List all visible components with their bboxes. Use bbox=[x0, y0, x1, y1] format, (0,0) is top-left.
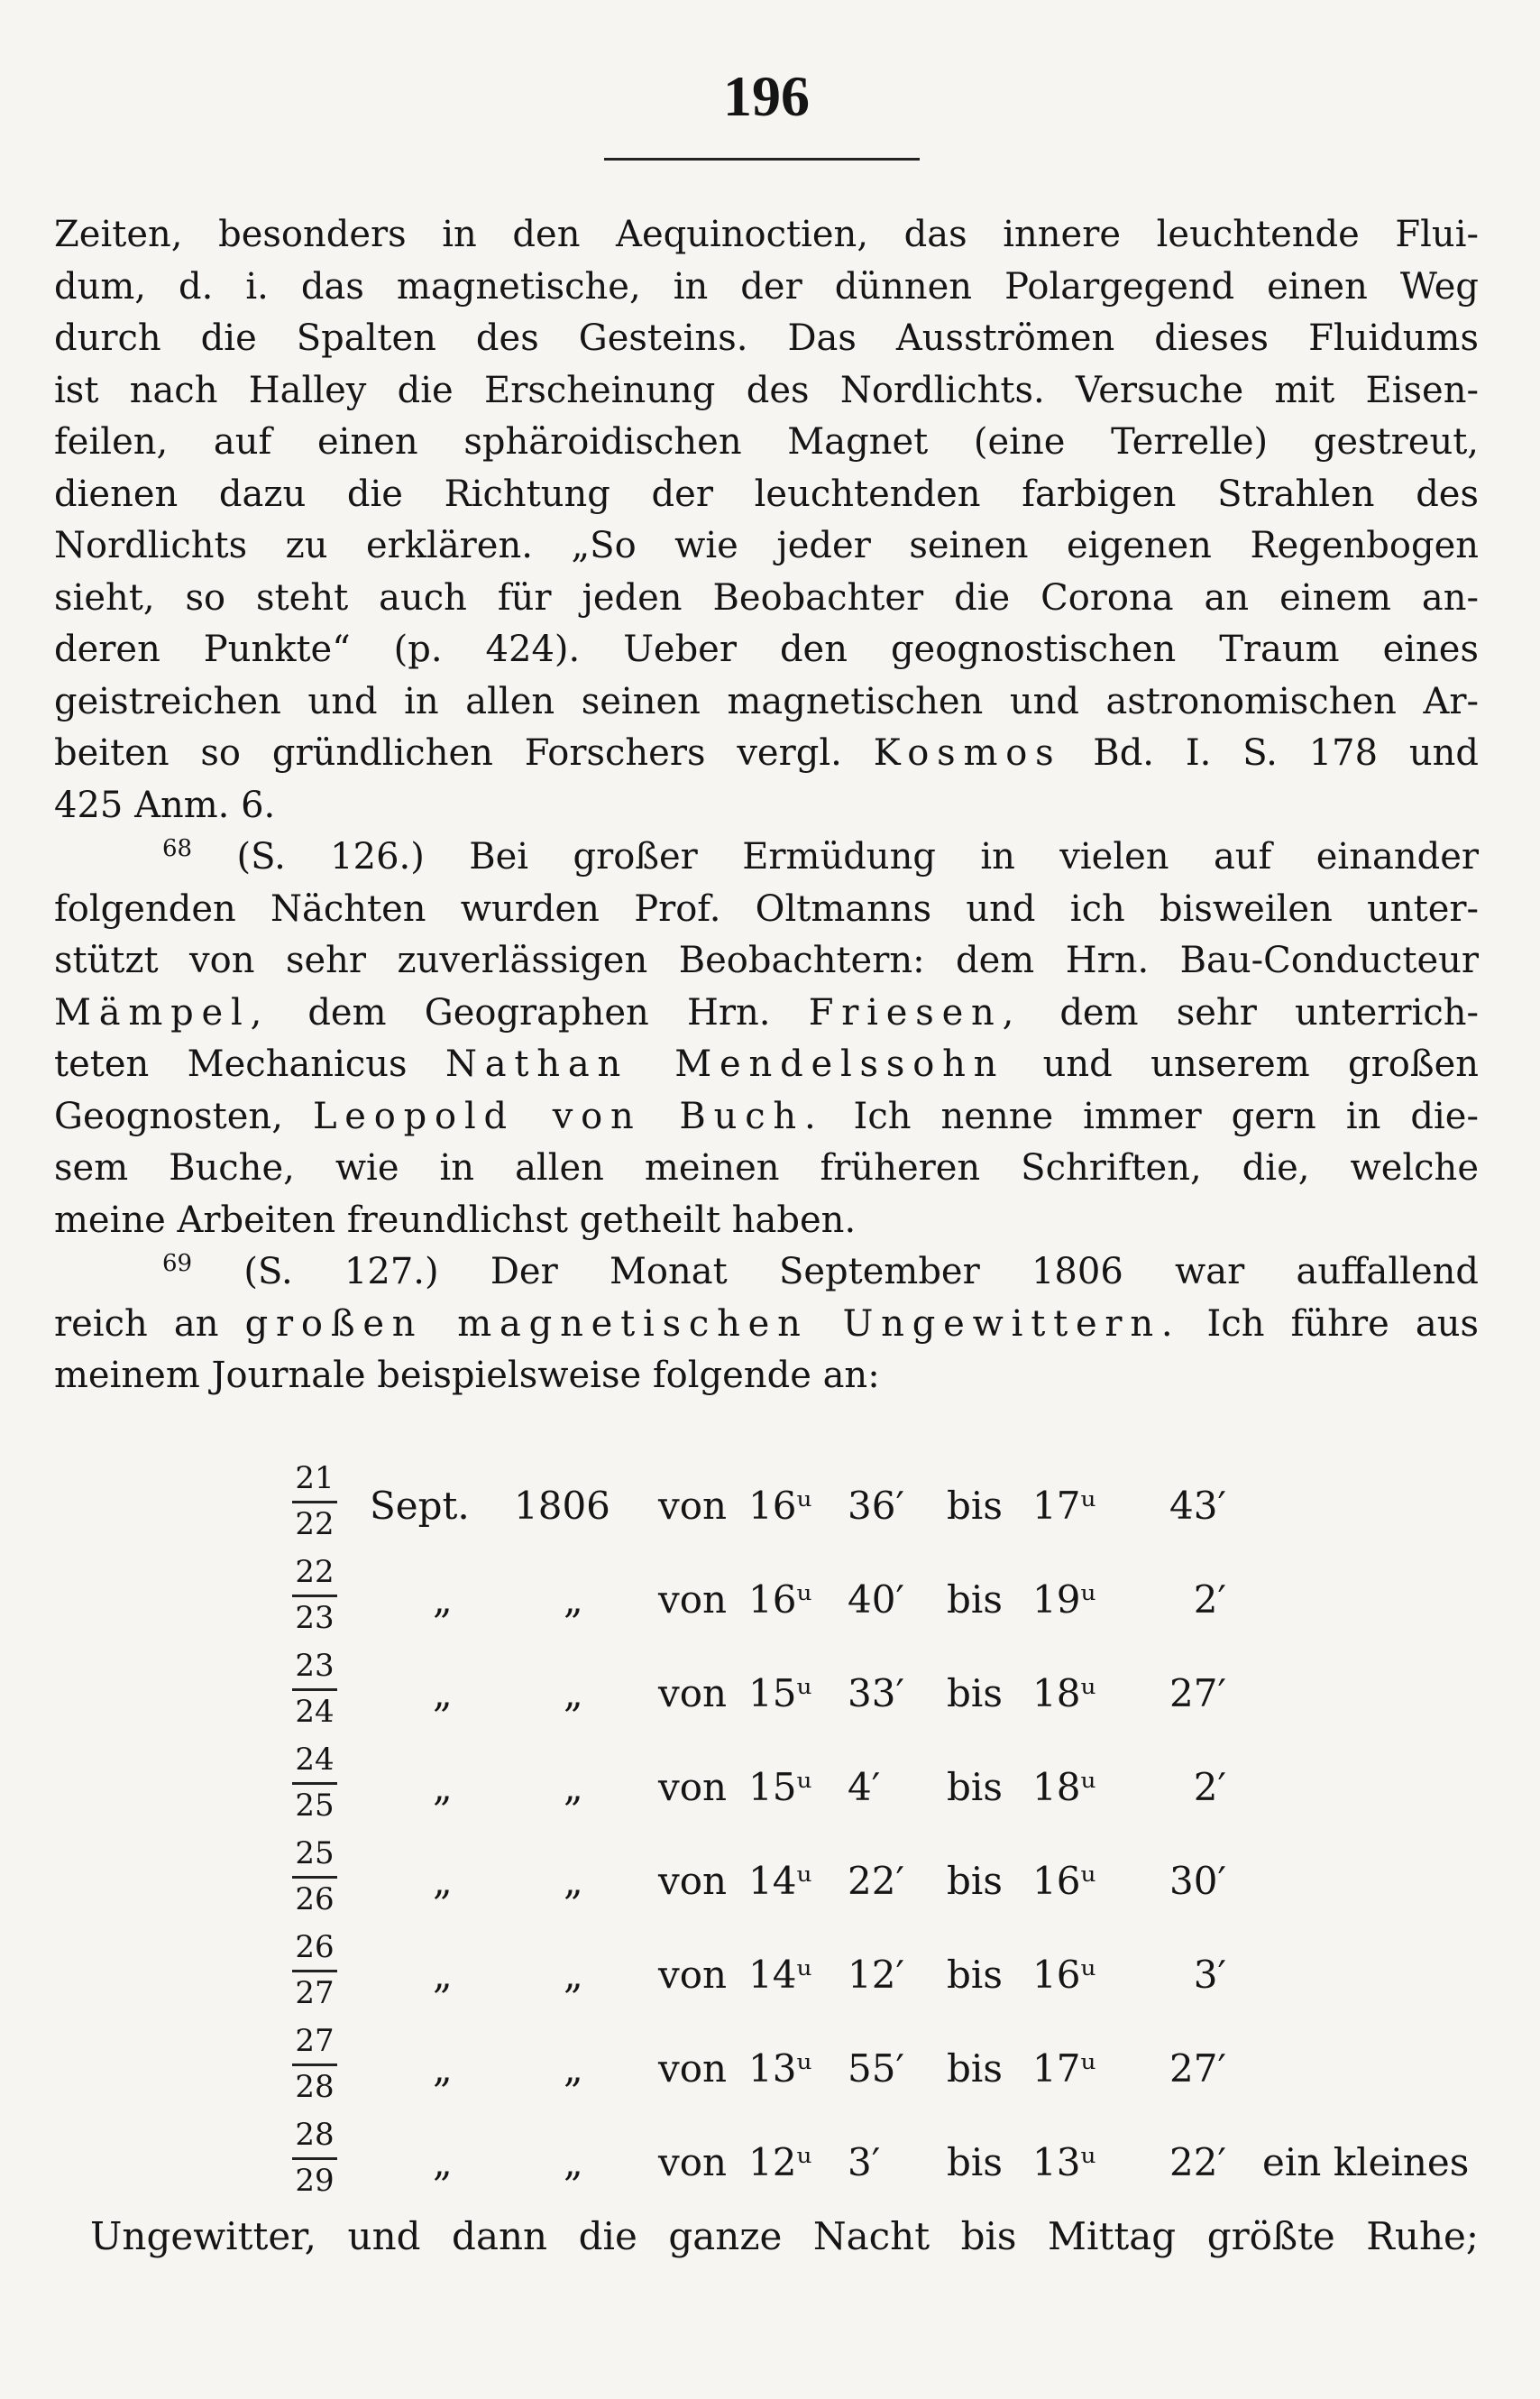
bis-cell: bis bbox=[947, 1484, 1003, 1528]
ditto-mark: „ bbox=[564, 1765, 583, 1809]
text-line: sieht, so steht auch für jeden Beobachter die Corona an einem an- bbox=[54, 576, 1479, 619]
text-line bbox=[54, 728, 1479, 780]
footnote-number: 69 bbox=[162, 1250, 193, 1277]
fraction-bar bbox=[292, 2157, 337, 2160]
start-minute: 4′ bbox=[848, 1765, 881, 1809]
ditto-mark: „ bbox=[433, 2140, 453, 2184]
end-hour: 18ᵘ bbox=[1032, 1671, 1096, 1715]
text-fragment: Geognosten, bbox=[54, 1095, 283, 1137]
end-hour: 16ᵘ bbox=[1032, 1859, 1096, 1903]
date-denominator: 28 bbox=[295, 2069, 335, 2105]
text-fragment: Bd. I. S. 178 und bbox=[1093, 732, 1480, 774]
text-fragment: (S. 126.) Bei großer Ermüdung in vielen auf einander bbox=[236, 836, 1479, 878]
end-hour: 16ᵘ bbox=[1032, 1953, 1096, 1997]
von-cell: von bbox=[658, 1484, 728, 1528]
von-cell: von bbox=[658, 2046, 728, 2091]
text-line: sem Buche, wie in allen meinen früheren Schriften, die, welche bbox=[54, 1147, 1479, 1189]
end-minute: 27′ bbox=[1169, 1671, 1226, 1715]
ditto-mark: „ bbox=[564, 1953, 583, 1997]
text-fragment: dem sehr unterrich- bbox=[1059, 991, 1479, 1034]
table-row bbox=[54, 1930, 1497, 2024]
date-numerator: 23 bbox=[295, 1648, 335, 1684]
date-numerator: 27 bbox=[295, 2023, 335, 2059]
text-fragment: reich an bbox=[54, 1302, 219, 1345]
date-denominator: 27 bbox=[295, 1975, 335, 2011]
start-minute: 33′ bbox=[848, 1671, 904, 1715]
bis-cell: bis bbox=[947, 1765, 1003, 1809]
text-fragment: Ich nenne immer gern in die- bbox=[853, 1095, 1479, 1137]
ditto-mark: „ bbox=[564, 1577, 583, 1622]
text-line: 425 Anm. 6. bbox=[54, 784, 276, 826]
table-row bbox=[54, 1836, 1497, 1930]
start-minute: 40′ bbox=[848, 1577, 904, 1622]
date-fraction bbox=[290, 1461, 339, 1543]
header-rule bbox=[604, 158, 920, 161]
start-hour: 12ᵘ bbox=[748, 2140, 812, 2184]
text-line: meinem Journale beispielsweise folgende an: bbox=[54, 1355, 880, 1396]
start-hour: 13ᵘ bbox=[748, 2046, 812, 2091]
start-minute: 36′ bbox=[848, 1484, 904, 1528]
date-denominator: 26 bbox=[295, 1881, 335, 1917]
ditto-mark: „ bbox=[433, 1671, 453, 1715]
bis-cell: bis bbox=[947, 1953, 1003, 1997]
text-line: feilen, auf einen sphäroidischen Magnet (eine Terrelle) gestreut, bbox=[54, 421, 1479, 463]
start-hour: 16ᵘ bbox=[748, 1577, 812, 1622]
end-minute: 2′ bbox=[1193, 1577, 1226, 1622]
ditto-mark: „ bbox=[433, 2046, 453, 2091]
fraction-bar bbox=[292, 2064, 337, 2066]
footnote-69-line bbox=[54, 1246, 1479, 1299]
bis-cell: bis bbox=[947, 2140, 1003, 2184]
table-row bbox=[54, 1461, 1497, 1555]
text-line: stützt von sehr zuverlässigen Beobachtern: dem Hrn. Bau-Conducteur bbox=[54, 940, 1479, 981]
text-line: ist nach Halley die Erscheinung des Nordlichts. Versuche mit Eisen- bbox=[54, 369, 1479, 411]
table-row bbox=[54, 2118, 1497, 2211]
name-maempel: Mämpel, bbox=[54, 991, 270, 1034]
start-minute: 12′ bbox=[848, 1953, 904, 1997]
text-line: meine Arbeiten freundlichst getheilt haben. bbox=[54, 1199, 857, 1241]
table-row bbox=[54, 2024, 1497, 2118]
start-hour: 16ᵘ bbox=[748, 1484, 812, 1528]
start-minute: 55′ bbox=[848, 2046, 904, 2091]
closing-line: Ungewitter, und dann die ganze Nacht bis Mittag größte Ruhe; bbox=[90, 2214, 1479, 2258]
text-fragment: beiten so gründlichen Forschers vergl. bbox=[54, 732, 842, 774]
von-cell: von bbox=[658, 1953, 728, 1997]
ditto-mark: „ bbox=[564, 1671, 583, 1715]
start-minute: 3′ bbox=[848, 2140, 881, 2184]
start-hour: 15ᵘ bbox=[748, 1671, 812, 1715]
name-friesen: Friesen, bbox=[808, 991, 1022, 1034]
von-cell: von bbox=[658, 1765, 728, 1809]
end-minute: 43′ bbox=[1169, 1484, 1226, 1528]
text-fragment: dem Geographen Hrn. bbox=[307, 991, 771, 1034]
text-line bbox=[54, 1299, 1479, 1351]
text-fragment: Ich führe aus bbox=[1206, 1302, 1480, 1345]
text-line: folgenden Nächten wurden Prof. Oltmanns und ich bisweilen unter- bbox=[54, 887, 1479, 930]
date-denominator: 23 bbox=[295, 1600, 335, 1636]
footnote-68-line bbox=[54, 832, 1479, 884]
end-hour: 19ᵘ bbox=[1032, 1577, 1096, 1622]
text-line bbox=[54, 1039, 1479, 1091]
date-denominator: 25 bbox=[295, 1788, 335, 1824]
end-minute: 27′ bbox=[1169, 2046, 1226, 2091]
page-number: 196 bbox=[723, 64, 810, 128]
text-line: Zeiten, besonders in den Aequinoctien, das innere leuchtende Flui- bbox=[54, 214, 1479, 255]
date-denominator: 22 bbox=[295, 1506, 335, 1542]
date-numerator: 28 bbox=[295, 2117, 335, 2153]
body-text bbox=[54, 209, 1479, 1402]
date-numerator: 26 bbox=[295, 1929, 335, 1965]
text-line bbox=[54, 1091, 1479, 1144]
name-nathan-mendelssohn: Nathan Mendelssohn bbox=[445, 1043, 1005, 1085]
fraction-bar bbox=[292, 1688, 337, 1691]
bis-cell: bis bbox=[947, 1671, 1003, 1715]
end-minute: 30′ bbox=[1169, 1859, 1226, 1903]
end-hour: 17ᵘ bbox=[1032, 2046, 1096, 2091]
fraction-bar bbox=[292, 1876, 337, 1879]
text-line: durch die Spalten des Gesteins. Das Ausströmen dieses Fluidums bbox=[54, 317, 1479, 359]
date-fraction bbox=[290, 1555, 339, 1637]
month-cell: Sept. bbox=[370, 1484, 470, 1528]
fraction-bar bbox=[292, 1501, 337, 1503]
date-fraction bbox=[290, 1649, 339, 1731]
book-title-kosmos: Kosmos bbox=[873, 732, 1062, 774]
date-numerator: 24 bbox=[295, 1742, 335, 1778]
date-numerator: 25 bbox=[295, 1835, 335, 1871]
start-hour: 14ᵘ bbox=[748, 1953, 812, 1997]
text-line: dum, d. i. das magnetische, in der dünnen Polargegend einen Weg bbox=[54, 265, 1479, 308]
date-fraction bbox=[290, 2024, 339, 2106]
von-cell: von bbox=[658, 1671, 728, 1715]
text-line: Nordlichts zu erklären. „So wie jeder seinen eigenen Regenbogen bbox=[54, 525, 1479, 566]
date-fraction bbox=[290, 1930, 339, 2012]
ditto-mark: „ bbox=[433, 1765, 453, 1809]
date-fraction bbox=[290, 1836, 339, 1918]
end-hour: 17ᵘ bbox=[1032, 1484, 1096, 1528]
ditto-mark: „ bbox=[564, 2140, 583, 2184]
date-denominator: 24 bbox=[295, 1694, 335, 1730]
start-hour: 14ᵘ bbox=[748, 1859, 812, 1903]
ditto-mark: „ bbox=[433, 1577, 453, 1622]
bis-cell: bis bbox=[947, 1859, 1003, 1903]
end-hour: 13ᵘ bbox=[1032, 2140, 1096, 2184]
row-continuation: ein kleines bbox=[1262, 2140, 1470, 2184]
storm-observation-table bbox=[54, 1461, 1497, 2211]
date-denominator: 29 bbox=[295, 2163, 335, 2199]
text-line: geistreichen und in allen seinen magnetischen und astronomischen Ar- bbox=[54, 680, 1479, 722]
fraction-bar bbox=[292, 1595, 337, 1597]
text-fragment: teten Mechanicus bbox=[54, 1043, 408, 1085]
start-hour: 15ᵘ bbox=[748, 1765, 812, 1809]
fraction-bar bbox=[292, 1970, 337, 1972]
end-minute: 22′ bbox=[1169, 2140, 1226, 2184]
table-row bbox=[54, 1649, 1497, 1742]
table-row bbox=[54, 1555, 1497, 1649]
date-numerator: 21 bbox=[295, 1460, 335, 1496]
ditto-mark: „ bbox=[433, 1953, 453, 1997]
bis-cell: bis bbox=[947, 1577, 1003, 1622]
year-cell: 1806 bbox=[514, 1484, 610, 1528]
bis-cell: bis bbox=[947, 2046, 1003, 2091]
end-minute: 2′ bbox=[1193, 1765, 1226, 1809]
von-cell: von bbox=[658, 1859, 728, 1903]
text-fragment: (S. 127.) Der Monat September 1806 war auffallend bbox=[243, 1251, 1479, 1292]
ditto-mark: „ bbox=[564, 2046, 583, 2091]
ditto-mark: „ bbox=[433, 1859, 453, 1903]
ditto-mark: „ bbox=[564, 1859, 583, 1903]
end-minute: 3′ bbox=[1193, 1953, 1226, 1997]
fraction-bar bbox=[292, 1782, 337, 1785]
text-line: dienen dazu die Richtung der leuchtenden farbigen Strahlen des bbox=[54, 473, 1479, 515]
date-fraction bbox=[290, 1742, 339, 1825]
date-numerator: 22 bbox=[295, 1554, 335, 1590]
emphasis-spaced: großen magnetischen Ungewittern. bbox=[244, 1302, 1181, 1345]
start-minute: 22′ bbox=[848, 1859, 904, 1903]
name-leopold-von-buch: Leopold von Buch. bbox=[312, 1095, 824, 1137]
text-line bbox=[54, 988, 1479, 1040]
text-fragment: und unserem großen bbox=[1042, 1043, 1480, 1085]
text-line: deren Punkte“ (p. 424). Ueber den geognostischen Traum eines bbox=[54, 629, 1479, 670]
table-row bbox=[54, 1742, 1497, 1836]
von-cell: von bbox=[658, 1577, 728, 1622]
end-hour: 18ᵘ bbox=[1032, 1765, 1096, 1809]
date-fraction bbox=[290, 2118, 339, 2200]
footnote-number: 68 bbox=[162, 835, 193, 862]
von-cell: von bbox=[658, 2140, 728, 2184]
